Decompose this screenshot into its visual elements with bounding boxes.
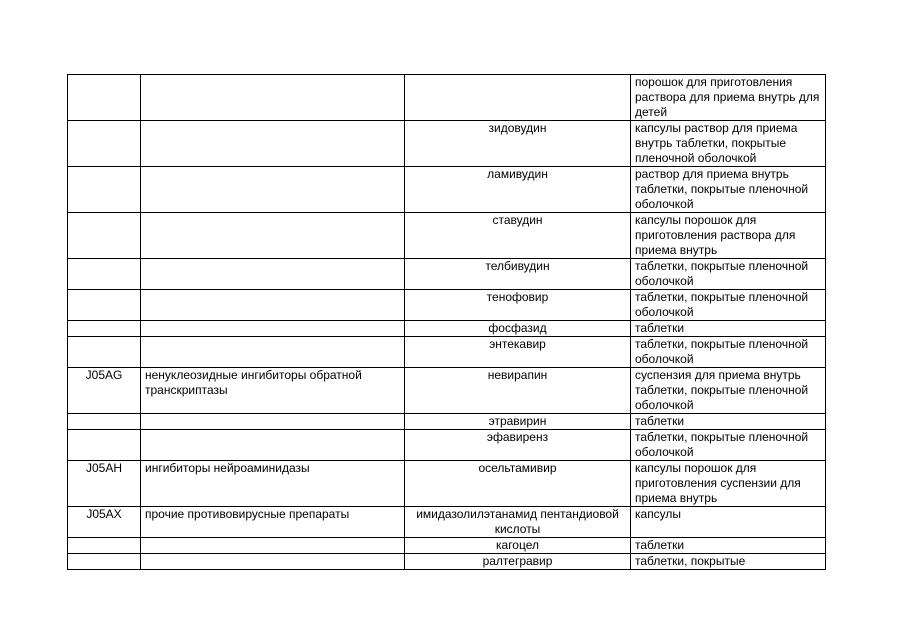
table-row — [68, 430, 826, 461]
pharmacological-group-cell — [141, 461, 405, 507]
dosage-form-text: таблетки, покрытые пленочной оболочкой — [635, 337, 809, 366]
table-row — [68, 259, 826, 290]
dosage-form-text: таблетки, покрытые — [635, 554, 746, 568]
dosage-form-cell — [631, 538, 826, 554]
pharmacological-group-cell — [141, 414, 405, 430]
dosage-form-cell — [631, 430, 826, 461]
atc-code-cell — [68, 337, 141, 368]
drug-name-text: осельтамивир — [478, 461, 557, 475]
dosage-form-cell — [631, 461, 826, 507]
table-row — [68, 213, 826, 259]
table-row — [68, 554, 826, 570]
dosage-form-text: таблетки — [635, 414, 685, 428]
drug-name-cell — [405, 213, 631, 259]
dosage-form-cell — [631, 259, 826, 290]
drug-name-text: энтекавир — [489, 337, 546, 351]
dosage-form-cell — [631, 507, 826, 538]
drug-name-cell — [405, 554, 631, 570]
dosage-form-text: таблетки, покрытые пленочной оболочкой — [635, 259, 809, 288]
dosage-form-text: суспензия для приема внутрь таблетки, покрытые пленочной оболочкой — [635, 368, 809, 412]
drug-name-cell — [405, 507, 631, 538]
dosage-form-text: таблетки, покрытые пленочной оболочкой — [635, 290, 809, 319]
pharmacological-group-cell — [141, 259, 405, 290]
drug-name-text: зидовудин — [488, 121, 547, 135]
dosage-form-text: капсулы — [635, 507, 682, 521]
dosage-form-cell — [631, 167, 826, 213]
atc-code-cell — [68, 368, 141, 414]
dosage-form-cell — [631, 290, 826, 321]
atc-code-cell — [68, 121, 141, 167]
table-row — [68, 538, 826, 554]
document-page — [67, 74, 825, 568]
atc-code-cell — [68, 167, 141, 213]
drug-name-text: невирапин — [487, 368, 548, 382]
drug-name-text: фосфазид — [488, 321, 547, 335]
drug-name-text: кагоцел — [496, 538, 539, 552]
atc-code-cell — [68, 414, 141, 430]
drug-name-cell — [405, 290, 631, 321]
drug-name-cell — [405, 368, 631, 414]
drug-name-cell — [405, 414, 631, 430]
pharmacological-group-text: ненуклеозидные ингибиторы обратной транскриптазы — [145, 368, 362, 397]
pharmacological-group-cell — [141, 121, 405, 167]
table-row — [68, 321, 826, 337]
table-body — [68, 75, 826, 570]
drug-name-text: этравирин — [488, 414, 547, 428]
drug-name-text: ставудин — [492, 213, 543, 227]
atc-code-cell — [68, 213, 141, 259]
drug-name-text: ламивудин — [487, 167, 548, 181]
atc-code-cell — [68, 430, 141, 461]
drug-name-cell — [405, 75, 631, 121]
atc-code-text: J05AH — [85, 461, 123, 475]
table-row — [68, 290, 826, 321]
dosage-form-cell — [631, 321, 826, 337]
dosage-form-text: капсулы раствор для приема внутрь таблетки, покрытые пленочной оболочкой — [635, 121, 798, 165]
drug-name-cell — [405, 259, 631, 290]
dosage-form-text: порошок для приготовления раствора для приема внутрь для детей — [635, 75, 820, 119]
drug-name-cell — [405, 430, 631, 461]
drug-table — [67, 74, 826, 570]
drug-name-cell — [405, 167, 631, 213]
dosage-form-cell — [631, 337, 826, 368]
drug-name-cell — [405, 461, 631, 507]
table-row — [68, 75, 826, 121]
atc-code-cell — [68, 507, 141, 538]
atc-code-cell — [68, 75, 141, 121]
pharmacological-group-cell — [141, 337, 405, 368]
atc-code-text: J05AG — [85, 368, 123, 382]
drug-name-text: тенофовир — [486, 290, 549, 304]
drug-name-cell — [405, 321, 631, 337]
pharmacological-group-cell — [141, 507, 405, 538]
dosage-form-cell — [631, 213, 826, 259]
atc-code-cell — [68, 538, 141, 554]
atc-code-cell — [68, 259, 141, 290]
table-row — [68, 414, 826, 430]
pharmacological-group-cell — [141, 321, 405, 337]
drug-name-text: эфавиренз — [486, 430, 549, 444]
dosage-form-cell — [631, 121, 826, 167]
pharmacological-group-cell — [141, 75, 405, 121]
dosage-form-text: таблетки — [635, 321, 685, 335]
dosage-form-cell — [631, 75, 826, 121]
dosage-form-text: капсулы порошок для приготовления суспензии для приема внутрь — [635, 461, 801, 505]
pharmacological-group-cell — [141, 167, 405, 213]
drug-name-text: имидазолилэтанамид пентандиовой кислоты — [416, 507, 619, 536]
pharmacological-group-cell — [141, 213, 405, 259]
table-row — [68, 507, 826, 538]
dosage-form-text: таблетки — [635, 538, 685, 552]
drug-name-cell — [405, 337, 631, 368]
atc-code-text: J05AX — [86, 507, 122, 521]
drug-name-cell — [405, 538, 631, 554]
pharmacological-group-cell — [141, 290, 405, 321]
dosage-form-text: раствор для приема внутрь таблетки, покрытые пленочной оболочкой — [635, 167, 809, 211]
pharmacological-group-cell — [141, 554, 405, 570]
pharmacological-group-cell — [141, 538, 405, 554]
pharmacological-group-text: ингибиторы нейроаминидазы — [145, 461, 310, 475]
table-row — [68, 167, 826, 213]
drug-name-cell — [405, 121, 631, 167]
drug-name-text: телбивудин — [485, 259, 550, 273]
atc-code-cell — [68, 461, 141, 507]
dosage-form-cell — [631, 414, 826, 430]
pharmacological-group-cell — [141, 430, 405, 461]
dosage-form-cell — [631, 554, 826, 570]
table-row — [68, 337, 826, 368]
dosage-form-text: таблетки, покрытые пленочной оболочкой — [635, 430, 809, 459]
table-row — [68, 461, 826, 507]
drug-name-text: ралтегравир — [482, 554, 553, 568]
pharmacological-group-text: прочие противовирусные препараты — [145, 507, 350, 521]
atc-code-cell — [68, 554, 141, 570]
table-row — [68, 368, 826, 414]
dosage-form-text: капсулы порошок для приготовления раствора для приема внутрь — [635, 213, 796, 257]
atc-code-cell — [68, 321, 141, 337]
dosage-form-cell — [631, 368, 826, 414]
atc-code-cell — [68, 290, 141, 321]
table-row — [68, 121, 826, 167]
pharmacological-group-cell — [141, 368, 405, 414]
